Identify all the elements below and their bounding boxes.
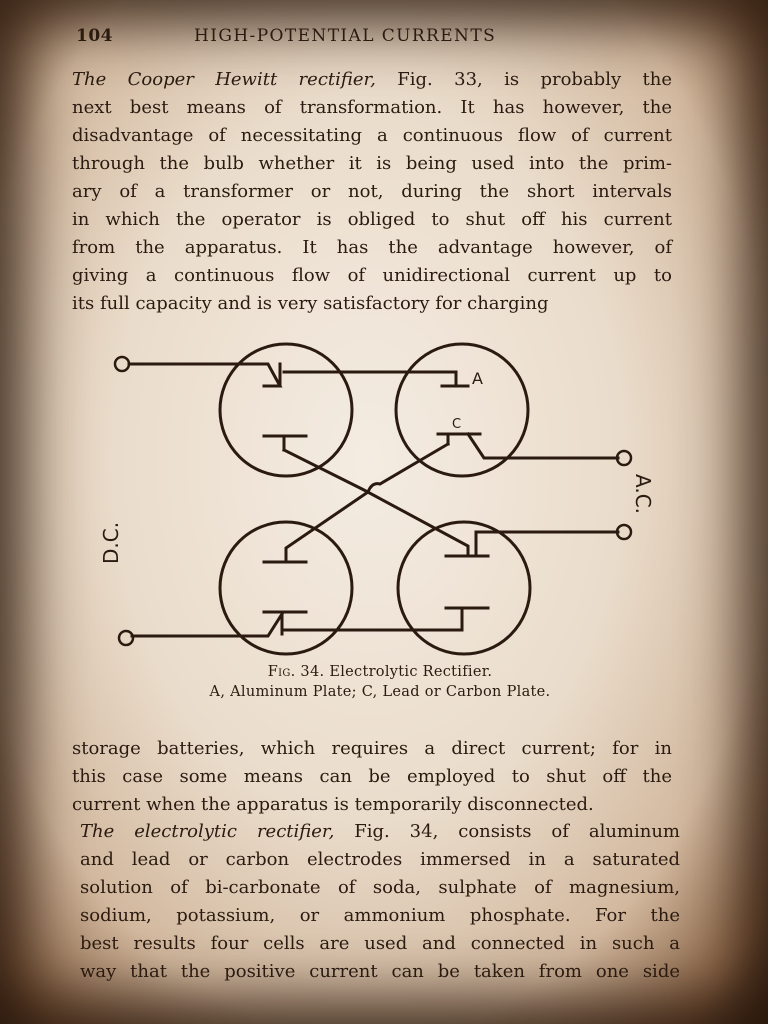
text-line: best results four cells are used and connected in such a xyxy=(80,933,680,954)
label-aluminum: A xyxy=(472,369,483,388)
text-line: in which the operator is obliged to shut off his current xyxy=(72,209,672,230)
text-line: current when the apparatus is temporarily disconnected. xyxy=(72,794,594,815)
wire xyxy=(476,532,618,556)
label-dc: D.C. xyxy=(99,521,123,564)
text-line: ary of a transformer or not, during the short intervals xyxy=(72,181,672,202)
paragraph-cooper-hewitt xyxy=(72,66,672,318)
italic-lead: The Cooper Hewitt rectifier, xyxy=(72,69,376,90)
page-number: 104 xyxy=(76,26,113,46)
paragraph-electrolytic xyxy=(80,818,680,986)
text-line: way that the positive current can be taken from one side xyxy=(80,961,680,982)
wire xyxy=(284,450,468,556)
text-line: and lead or carbon electrodes immersed in a saturated xyxy=(80,849,680,870)
cell-top-right xyxy=(396,344,528,476)
label-ac: A.C. xyxy=(631,474,655,515)
text-line: from the apparatus. It has the advantage however, of xyxy=(72,237,672,258)
figure-title: Electrolytic Rectifier. xyxy=(329,664,493,680)
page-header xyxy=(76,22,676,50)
dc-terminal-top xyxy=(115,357,129,371)
text-line: The electrolytic rectifier, Fig. 34, consists of aluminum xyxy=(80,821,680,842)
text-line: storage batteries, which requires a direct current; for in xyxy=(72,738,672,759)
cell-bottom-left xyxy=(220,522,352,654)
rectifier-diagram xyxy=(96,334,656,664)
text-line: next best means of transformation. It has however, the xyxy=(72,97,672,118)
wire xyxy=(286,444,448,560)
running-head: HIGH-POTENTIAL CURRENTS xyxy=(194,26,497,46)
wire xyxy=(284,372,456,386)
wire xyxy=(282,608,462,630)
figure-caption xyxy=(80,664,680,680)
text-line: through the bulb whether it is being used into the prim- xyxy=(72,153,672,174)
label-carbon: C xyxy=(452,417,462,432)
text-line: disadvantage of necessitating a continuous flow of current xyxy=(72,125,672,146)
text-line: this case some means can be employed to shut off the xyxy=(72,766,672,787)
figure-label: Fig. 34. xyxy=(267,664,325,680)
paragraph-storage-batteries xyxy=(72,735,672,819)
wire xyxy=(132,614,282,636)
text-line: giving a continuous flow of unidirectional current up to xyxy=(72,265,672,286)
dc-terminal-bottom xyxy=(119,631,133,645)
figure-legend: A, Aluminum Plate; C, Lead or Carbon Plate. xyxy=(209,684,551,700)
text-line: solution of bi-carbonate of soda, sulphate of magnesium, xyxy=(80,877,680,898)
text-line: its full capacity and is very satisfactory for charging xyxy=(72,293,549,314)
text-line: sodium, potassium, or ammonium phosphate. For the xyxy=(80,905,680,926)
wire xyxy=(129,364,280,386)
text-line: The Cooper Hewitt rectifier, Fig. 33, is probably the xyxy=(72,69,672,90)
wire xyxy=(468,434,618,458)
italic-lead: The electrolytic rectifier, xyxy=(80,821,335,842)
cell-bottom-right xyxy=(398,522,530,654)
